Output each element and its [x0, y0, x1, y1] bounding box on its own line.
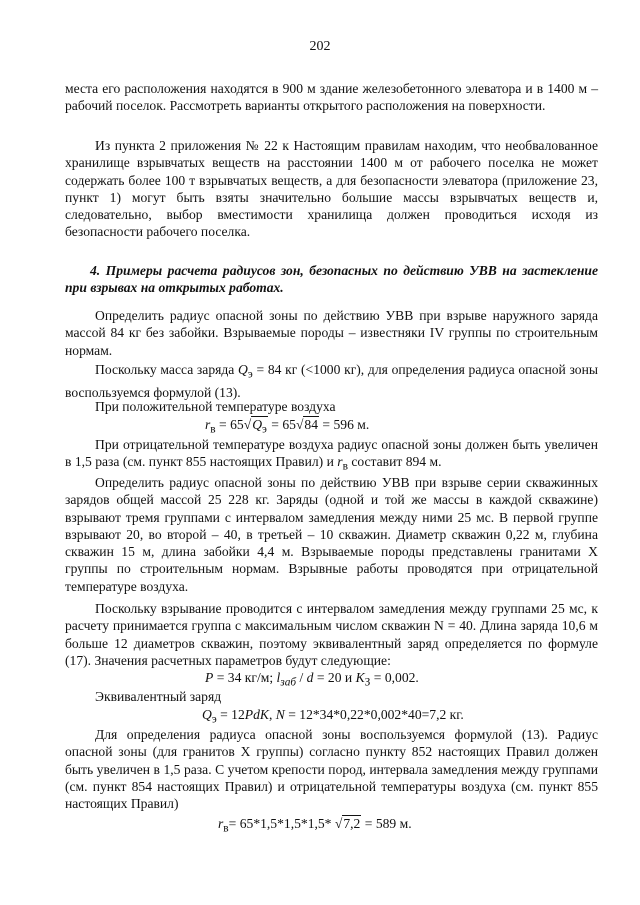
paragraph-8-text: Поскольку взрывание проводится с интервалом замедления между группами 25 мс, к расчету принимается группа с максимальным числом скважин N = 40. Длина заряда 10,6 м больше 12 диаметров скважин, поэтому эквивалентный заряд определяется по формуле (17). Значения расчетных параметров будут следующие:: [65, 601, 598, 668]
formula-1-result: = 596 м.: [319, 417, 370, 432]
formula-1-radicand-1: [251, 416, 268, 436]
formula-1-coefficient: = 65: [215, 417, 244, 432]
formula-2-l-subscript: заб: [280, 676, 297, 689]
formula-4-radicand: 7,2: [343, 816, 361, 831]
formula-3-coefficient: = 12: [216, 707, 245, 722]
formula-3-q: Q: [202, 707, 212, 722]
section-heading: [65, 262, 598, 297]
paragraph-4-part-b: = 84 кг (<1000 кг), для определения радиуса опасной зоны воспользуемся формулой (13).: [65, 362, 599, 401]
formula-2-k-value: = 0,002.: [370, 670, 419, 685]
paragraph-4-part-a: Поскольку масса заряда: [95, 362, 239, 377]
formula-4-result: = 589 м.: [361, 816, 412, 831]
paragraph-7-text: Определить радиус опасной зоны по действию УВВ при взрыве серии скважинных зарядов общей массой 25 228 кг. Заряды (одной и той же массы в каждой скважине) взрывают тремя группами с интервалом замедления между ними 25 мс. В первой группе взрывают 20, во второй – 40, в третьей – 10 скважин. Диаметр скважин 0,22 м, глубина скважин 15 м, длина забойки 4,4 м. Взрываемые породы представлены гранитами X группы по строительным нормам. Взрывные работы проводятся при отрицательной температуре воздуха.: [65, 475, 598, 594]
formula-1-radicand-2: 84: [304, 417, 319, 432]
paragraph-1: [65, 80, 598, 115]
paragraph-4: [65, 361, 598, 401]
formula-4-lhs-subscript: в: [223, 822, 229, 835]
formula-2-d: d: [306, 670, 314, 685]
sqrt-icon: √: [243, 417, 252, 432]
section-heading-label: 4. Примеры расчета радиусов зон, безопасных по действию УВВ на застекление при взрывах на открытых работах.: [65, 263, 598, 296]
paragraph-2-text: Из пункта 2 приложения № 22 к Настоящим правилам находим, что необвалованное хранилище взрывчатых веществ на расстоянии 1400 м от рабочего поселка не может содержать более 100 т взрывчатых веществ, а для безопасности элеватора (приложение 23, пункт 1) могут быть взяты значительно большие массы взрывчатых веществ и, следовательно, выбор вместимости хранилища должен проводиться исходя из безопасности рабочего поселка.: [65, 138, 598, 240]
radius-variable-subscript: в: [342, 461, 348, 474]
paragraph-9: [65, 688, 598, 705]
formula-2-p-value: = 34 кг/м;: [213, 670, 277, 685]
paragraph-1-text: места его расположения находятся в 900 м здание железобетонного элеватора и в 1400 м – рабочий поселок. Рассмотреть варианты открытого расположения на поверхности.: [65, 81, 598, 114]
formula-4-lhs: r: [218, 816, 224, 831]
formula-1-lhs-subscript: в: [210, 423, 216, 436]
formula-4: [218, 815, 518, 838]
formula-3-comma: ,: [268, 707, 276, 722]
paragraph-9-text: Эквивалентный заряд: [95, 689, 222, 704]
paragraph-3: [65, 307, 598, 359]
formula-3-pdk: PdK: [244, 707, 269, 722]
radius-variable: r: [337, 454, 343, 470]
formula-2-k-subscript: З: [364, 676, 371, 689]
formula-2-k: K: [355, 670, 365, 685]
mass-variable-subscript: э: [247, 368, 253, 381]
paragraph-6: [65, 436, 598, 476]
formula-2-slash: /: [296, 670, 307, 685]
paragraph-10: [65, 726, 598, 812]
page-number: 202: [309, 39, 331, 54]
paragraph-5-text: При положительной температуре воздуха: [95, 399, 336, 414]
paragraph-4-text: [65, 361, 598, 401]
formula-3-n: N: [275, 707, 285, 722]
paragraph-5: [65, 398, 598, 415]
paragraph-6-text: [65, 436, 598, 476]
paragraph-6-part-a: При отрицательной температуре воздуха радиус опасной зоны должен быть увеличен в 1,5 раза (см. пункт 855 настоящих Правил) и: [65, 437, 598, 470]
paragraph-2: [65, 137, 598, 241]
formula-1-equals: = 65: [267, 417, 296, 432]
mass-variable: Q: [238, 362, 248, 377]
formula-2-p: P: [205, 670, 214, 685]
formula-4-product: = 65*1,5*1,5*1,5*: [228, 816, 335, 831]
paragraph-7: [65, 474, 598, 595]
paragraph-8: [65, 600, 598, 669]
formula-2-ratio-value: = 20 и: [313, 670, 356, 685]
section-heading-text: [65, 262, 598, 297]
formula-1-radicand-var: Q: [252, 417, 263, 432]
formula-1-radicand-subscript: э: [262, 423, 267, 436]
formula-3-result: = 12*34*0,22*0,002*40=7,2 кг.: [284, 707, 464, 722]
formula-4-text: [218, 815, 518, 838]
formula-2-l: l: [276, 670, 281, 685]
paragraph-10-text: Для определения радиуса опасной зоны воспользуемся формулой (13). Радиус опасной зоны (для гранитов X группы) согласно пункту 852 настоящих Правил должен быть увеличен в 1,5 раза. С учетом крепости пород, интервала замедления между группами (см. пункт 854 настоящих Правил) и отрицательной температуры воздуха (см. пункт 855 настоящих Правил): [65, 727, 598, 812]
formula-3-q-subscript: э: [211, 713, 217, 726]
sqrt-icon: √: [295, 417, 304, 432]
paragraph-6-part-b: составит 894 м.: [347, 454, 442, 470]
sqrt-icon: √: [334, 816, 343, 831]
formula-1-lhs: r: [205, 417, 211, 432]
paragraph-3-text: Определить радиус опасной зоны по действию УВВ при взрыве наружного заряда массой 84 кг без забойки. Взрываемые породы – известняки IV группы по строительным нормам.: [65, 308, 598, 358]
